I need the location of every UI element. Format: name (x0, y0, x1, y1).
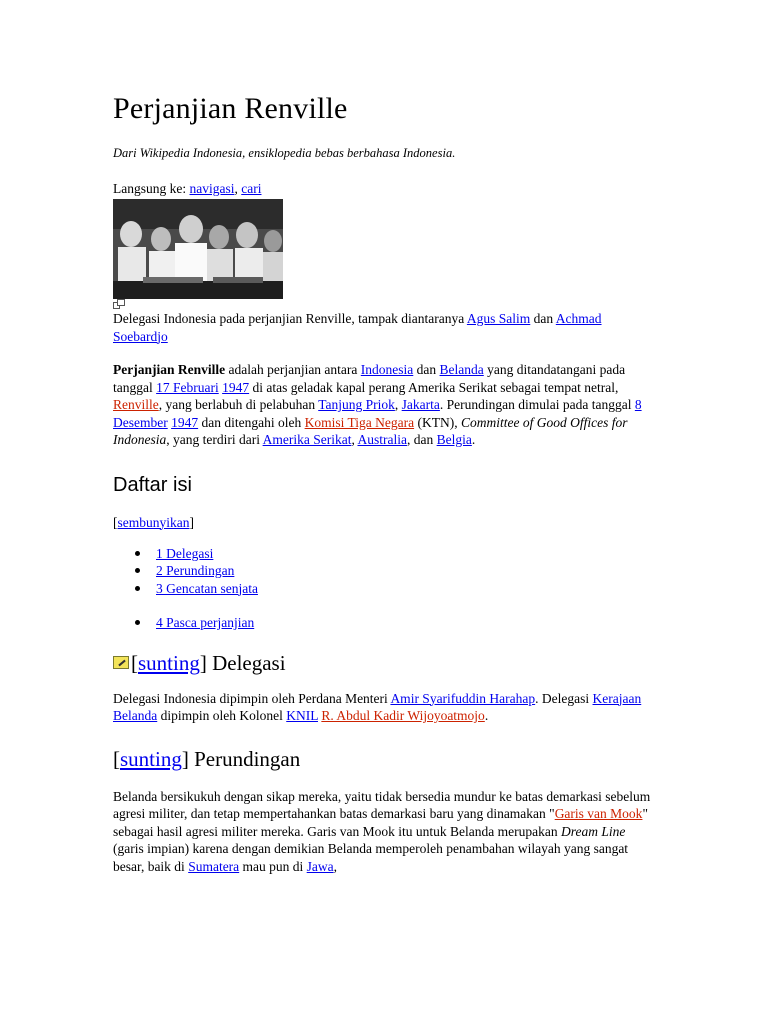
jump-separator: , (234, 181, 238, 196)
link-australia[interactable]: Australia (357, 432, 407, 447)
toc-link-delegasi[interactable]: 1 Delegasi (156, 545, 214, 561)
caption-and: dan (533, 311, 554, 326)
enlarge-icon[interactable] (113, 299, 125, 309)
dream-line-term: Dream Line (561, 823, 626, 839)
link-tanjung-priok[interactable]: Tanjung Priok (318, 397, 395, 412)
edit-link-delegasi[interactable]: sunting (138, 650, 200, 675)
text: (garis impian) karena dengan demikian Belanda memperoleh penambahan wilayah yang sangat besar, baik di (113, 841, 629, 874)
text: , yang berlabuh di pelabuhan (158, 397, 319, 412)
link-1947[interactable]: 1947 (222, 379, 250, 395)
intro-paragraph (113, 361, 653, 449)
text: dipimpin oleh Kolonel (157, 708, 287, 723)
thumbnail-figure (113, 199, 653, 345)
text: (KTN), (414, 414, 461, 430)
link-garis-van-mook[interactable]: Garis van Mook (554, 806, 643, 821)
jump-links (113, 181, 653, 197)
link-knil[interactable]: KNIL (286, 708, 318, 723)
text: . Delegasi (535, 690, 593, 706)
toc-item (135, 562, 653, 580)
toc-list (135, 545, 653, 632)
text: . Perundingan dimulai pada tanggal (439, 397, 635, 412)
section-title: Perundingan (194, 746, 301, 771)
text: yang ditandatangani pada tanggal (113, 362, 626, 395)
link-sumatera[interactable]: Sumatera (188, 858, 240, 874)
section-heading-perundingan (113, 747, 653, 771)
edit-link-perundingan[interactable]: sunting (120, 746, 182, 771)
delegasi-paragraph (113, 690, 653, 725)
article-content (113, 92, 653, 875)
toc-item (135, 580, 653, 598)
bracket: ] (189, 514, 194, 530)
toc-item (135, 614, 653, 632)
intro-bold-title: Perjanjian Renville (113, 362, 226, 377)
delegation-photo[interactable] (113, 199, 283, 299)
toc-link-gencatan-senjata[interactable]: 3 Gencatan senjata (156, 580, 258, 596)
caption-link-agus-salim[interactable]: Agus Salim (466, 311, 531, 326)
bracket: [ (113, 746, 120, 771)
link-belanda[interactable]: Belanda (439, 362, 484, 377)
bracket: ] (199, 650, 207, 675)
committee-name: Committee of Good Offices for Indonesia (113, 414, 628, 447)
text: Belanda bersikukuh dengan sikap mereka, yaitu tidak bersedia mundur ke batas demarkasi sebelum agresi militer, dan tetap mempertahankan batas demarkasi baru yang dinamakan " (113, 788, 651, 821)
link-belgia[interactable]: Belgia (436, 432, 472, 447)
toc-hide-link[interactable]: sembunyikan (117, 514, 190, 530)
jump-navigation-link[interactable]: navigasi (189, 181, 235, 196)
section-heading-delegasi (113, 651, 653, 675)
bracket: [ (113, 514, 118, 530)
text: " sebagai hasil agresi militer mereka. Garis van Mook itu untuk Belanda merupakan (113, 806, 648, 839)
text: , yang terdiri dari (166, 432, 263, 447)
caption-text: Delegasi Indonesia pada perjanjian Renville, tampak diantaranya (113, 311, 465, 326)
toc-heading: Daftar isi (113, 473, 192, 496)
text: adalah perjanjian antara (225, 362, 361, 377)
caption-link-achmad-soebardjo[interactable]: Achmad Soebardjo (113, 311, 602, 344)
toc-link-perundingan[interactable]: 2 Perundingan (156, 563, 235, 578)
text: di atas geladak kapal perang Amerika Serikat sebagai tempat netral, (249, 379, 619, 395)
link-jakarta[interactable]: Jakarta (401, 397, 440, 412)
link-amir-syarifuddin[interactable]: Amir Syarifuddin Harahap (390, 690, 536, 706)
jump-prefix: Langsung ke: (113, 181, 187, 196)
text: , (394, 397, 402, 412)
text: dan (413, 362, 440, 377)
toc-toggle (113, 514, 653, 531)
figure-caption (113, 310, 653, 345)
text: dan ditengahi oleh (198, 414, 305, 430)
link-8-desember[interactable]: 8 Desember (113, 397, 642, 430)
bracket: [ (131, 650, 138, 675)
bracket: ] (181, 746, 189, 771)
link-renville[interactable]: Renville (113, 397, 159, 412)
toc-link-pasca-perjanjian[interactable]: 4 Pasca perjanjian (156, 615, 255, 630)
text: , (333, 858, 338, 874)
section-title: Delegasi (212, 650, 286, 675)
link-amerika-serikat[interactable]: Amerika Serikat (262, 432, 352, 447)
text: Delegasi Indonesia dipimpin oleh Perdana Menteri (113, 690, 391, 706)
link-1947-b[interactable]: 1947 (171, 414, 199, 430)
perundingan-paragraph (113, 788, 653, 876)
text: . (471, 432, 476, 447)
link-jawa[interactable]: Jawa (306, 858, 334, 874)
text: . (484, 708, 489, 723)
jump-search-link[interactable]: cari (241, 181, 262, 196)
link-komisi-tiga-negara[interactable]: Komisi Tiga Negara (304, 414, 415, 430)
pencil-icon[interactable] (113, 656, 129, 669)
text: mau pun di (239, 858, 307, 874)
page-title: Perjanjian Renville (113, 92, 348, 125)
site-tagline: Dari Wikipedia Indonesia, ensiklopedia bebas berbahasa Indonesia. (113, 146, 456, 160)
text: , dan (406, 432, 437, 447)
link-abdul-kadir[interactable]: R. Abdul Kadir Wijoyoatmojo (321, 708, 485, 723)
link-indonesia[interactable]: Indonesia (360, 362, 414, 377)
toc-item (135, 545, 653, 563)
text: , (351, 432, 358, 447)
link-17-februari[interactable]: 17 Februari (156, 379, 219, 395)
link-kerajaan-belanda[interactable]: Kerajaan Belanda (113, 690, 642, 723)
